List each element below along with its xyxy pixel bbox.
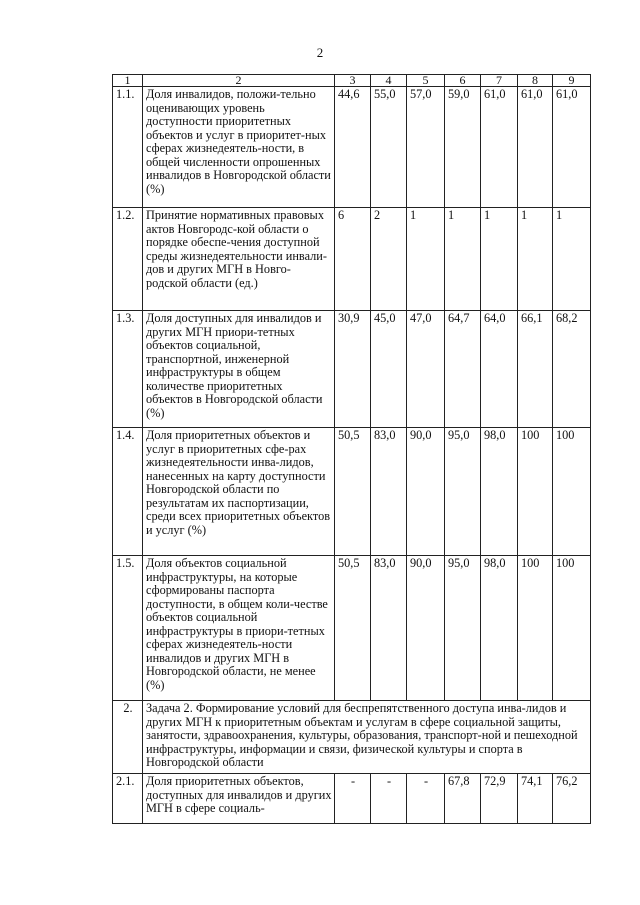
task-number: 2. [113,701,143,774]
indicator-value: - [407,774,445,824]
indicator-value: - [371,774,407,824]
table-row [113,428,591,556]
indicator-value: 95,0 [445,428,481,556]
indicator-value: 2 [371,208,407,311]
indicator-description: Доля инвалидов, положи-тельно оценивающих уровень доступности приоритетных объектов и услуг в приоритет-ных сферах жизнедеятель-ности, в общей численности опрошенных инвалидов в Новгородской области (%) [143,87,335,208]
indicator-value: 95,0 [445,556,481,701]
indicator-description: Доля приоритетных объектов, доступных для инвалидов и других МГН в сфере социаль- [143,774,335,824]
column-number: 8 [518,75,553,87]
indicator-value: 61,0 [518,87,553,208]
indicator-value: 98,0 [481,428,518,556]
indicator-value: 61,0 [553,87,591,208]
indicator-value: 1 [481,208,518,311]
column-number: 1 [113,75,143,87]
row-number: 1.2. [113,208,143,311]
row-number: 1.4. [113,428,143,556]
indicator-value: 72,9 [481,774,518,824]
indicator-value: 47,0 [407,311,445,428]
indicator-value: 98,0 [481,556,518,701]
indicator-value: 50,5 [335,428,371,556]
indicator-value: 1 [553,208,591,311]
indicator-value: 61,0 [481,87,518,208]
row-number: 1.3. [113,311,143,428]
indicator-value: 6 [335,208,371,311]
table-row [113,556,591,701]
row-number: 1.5. [113,556,143,701]
table-row [113,311,591,428]
indicator-description: Доля объектов социальной инфраструктуры, на которые сформированы паспорта доступности, в общем коли-честве объектов социальной инфраструктуры в приори-тетных сферах жизнедеятель-ности инвалидов и других МГН в Новгородской области, не менее (%) [143,556,335,701]
indicator-value: 30,9 [335,311,371,428]
column-number: 6 [445,75,481,87]
indicator-value: - [335,774,371,824]
indicator-value: 55,0 [371,87,407,208]
indicator-value: 66,1 [518,311,553,428]
indicator-value: 44,6 [335,87,371,208]
indicator-value: 64,7 [445,311,481,428]
indicator-value: 100 [518,556,553,701]
task-row [113,701,591,774]
indicator-value: 83,0 [371,556,407,701]
row-number: 2.1. [113,774,143,824]
column-number: 9 [553,75,591,87]
indicator-value: 57,0 [407,87,445,208]
indicator-value: 50,5 [335,556,371,701]
indicator-value: 1 [407,208,445,311]
table-row [113,774,591,824]
column-number: 7 [481,75,518,87]
column-number: 2 [143,75,335,87]
indicator-value: 45,0 [371,311,407,428]
indicator-description: Принятие нормативных правовых актов Новгородс-кой области о порядке обеспе-чения доступной среды жизнедеятельности инвали-дов и других МГН в Новго-родской области (ед.) [143,208,335,311]
indicator-value: 100 [518,428,553,556]
row-number: 1.1. [113,87,143,208]
indicator-value: 64,0 [481,311,518,428]
indicator-description: Доля доступных для инвалидов и других МГН приори-тетных объектов социальной, транспортной, инженерной инфраструктуры в общем количестве приоритетных объектов в Новгородской области (%) [143,311,335,428]
indicator-value: 90,0 [407,428,445,556]
indicator-value: 1 [518,208,553,311]
indicator-description: Доля приоритетных объектов и услуг в приоритетных сфе-рах жизнедеятельности инва-лидов, нанесенных на карту доступности Новгородской области по результатам их паспортизации, среди всех приоритетных объектов и услуг (%) [143,428,335,556]
indicator-value: 76,2 [553,774,591,824]
indicator-value: 90,0 [407,556,445,701]
indicator-value: 67,8 [445,774,481,824]
column-number-row [113,75,591,87]
indicator-value: 68,2 [553,311,591,428]
indicator-value: 1 [445,208,481,311]
indicators-table [112,74,591,824]
indicator-value: 83,0 [371,428,407,556]
column-number: 5 [407,75,445,87]
table-row [113,208,591,311]
page-number: 2 [316,45,324,60]
table-row [113,87,591,208]
indicator-value: 100 [553,556,591,701]
column-number: 3 [335,75,371,87]
indicator-value: 59,0 [445,87,481,208]
column-number: 4 [371,75,407,87]
task-heading: Задача 2. Формирование условий для беспрепятственного доступа инва-лидов и других МГН к приоритетным объектам и услугам в сфере социальной защиты, занятости, здравоохранения, культуры, образования, транспорт-ной и пешеходной инфраструктуры, информации и связи, физической культуры и спорта в Новгородской области [143,701,591,774]
indicator-value: 100 [553,428,591,556]
indicator-value: 74,1 [518,774,553,824]
